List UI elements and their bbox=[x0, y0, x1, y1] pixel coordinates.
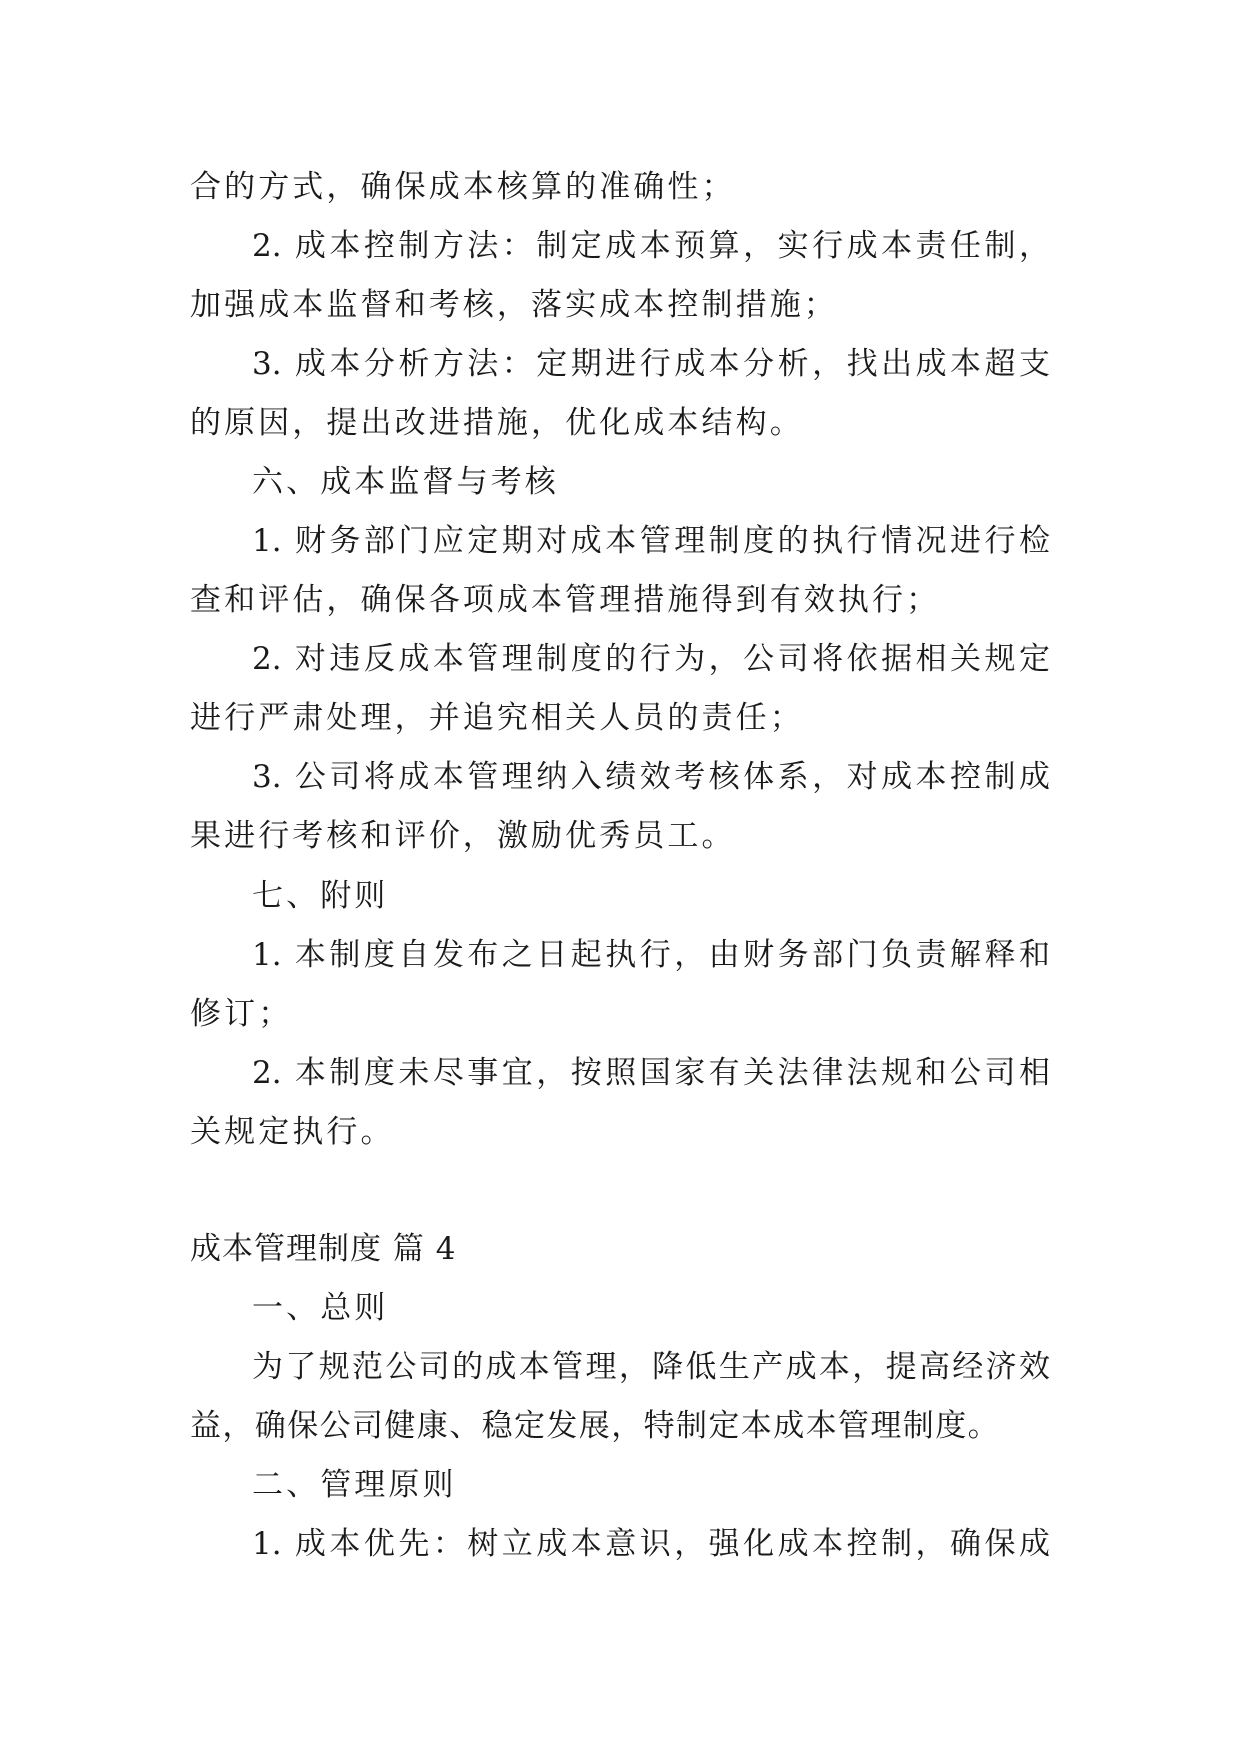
text-line: 果进行考核和评价，激励优秀员工。 bbox=[190, 818, 736, 854]
list-item: 1. 财务部门应定期对成本管理制度的执行情况进行检 bbox=[252, 523, 1050, 559]
section-heading: 一、总则 bbox=[252, 1290, 389, 1326]
chapter-title: 成本管理制度 篇 4 bbox=[190, 1231, 457, 1267]
text-line: 进行严肃处理，并追究相关人员的责任； bbox=[190, 700, 804, 736]
list-item: 3. 成本分析方法：定期进行成本分析，找出成本超支 bbox=[252, 346, 1050, 382]
list-item: 1. 成本优先：树立成本意识，强化成本控制，确保成 bbox=[252, 1526, 1050, 1562]
text-line: 合的方式，确保成本核算的准确性； bbox=[190, 169, 736, 205]
text-line: 关规定执行。 bbox=[190, 1114, 395, 1150]
text-line: 查和评估，确保各项成本管理措施得到有效执行； bbox=[190, 582, 941, 618]
list-item: 2. 本制度未尽事宜，按照国家有关法律法规和公司相 bbox=[252, 1055, 1050, 1091]
list-item: 1. 本制度自发布之日起执行，由财务部门负责解释和 bbox=[252, 937, 1050, 973]
list-item: 2. 对违反成本管理制度的行为，公司将依据相关规定 bbox=[252, 641, 1050, 677]
text-line: 的原因，提出改进措施，优化成本结构。 bbox=[190, 405, 804, 441]
paragraph-line: 为了规范公司的成本管理，降低生产成本，提高经济效 bbox=[252, 1349, 1050, 1385]
section-heading: 二、管理原则 bbox=[252, 1467, 457, 1503]
section-heading: 六、成本监督与考核 bbox=[252, 464, 559, 500]
text-line: 加强成本监督和考核，落实成本控制措施； bbox=[190, 287, 838, 323]
list-item: 3. 公司将成本管理纳入绩效考核体系，对成本控制成 bbox=[252, 759, 1050, 795]
text-line: 益，确保公司健康、稳定发展，特制定本成本管理制度。 bbox=[190, 1408, 1000, 1444]
list-item: 2. 成本控制方法：制定成本预算，实行成本责任制， bbox=[252, 228, 1050, 264]
section-heading: 七、附则 bbox=[252, 878, 389, 914]
text-line: 修订； bbox=[190, 996, 293, 1032]
